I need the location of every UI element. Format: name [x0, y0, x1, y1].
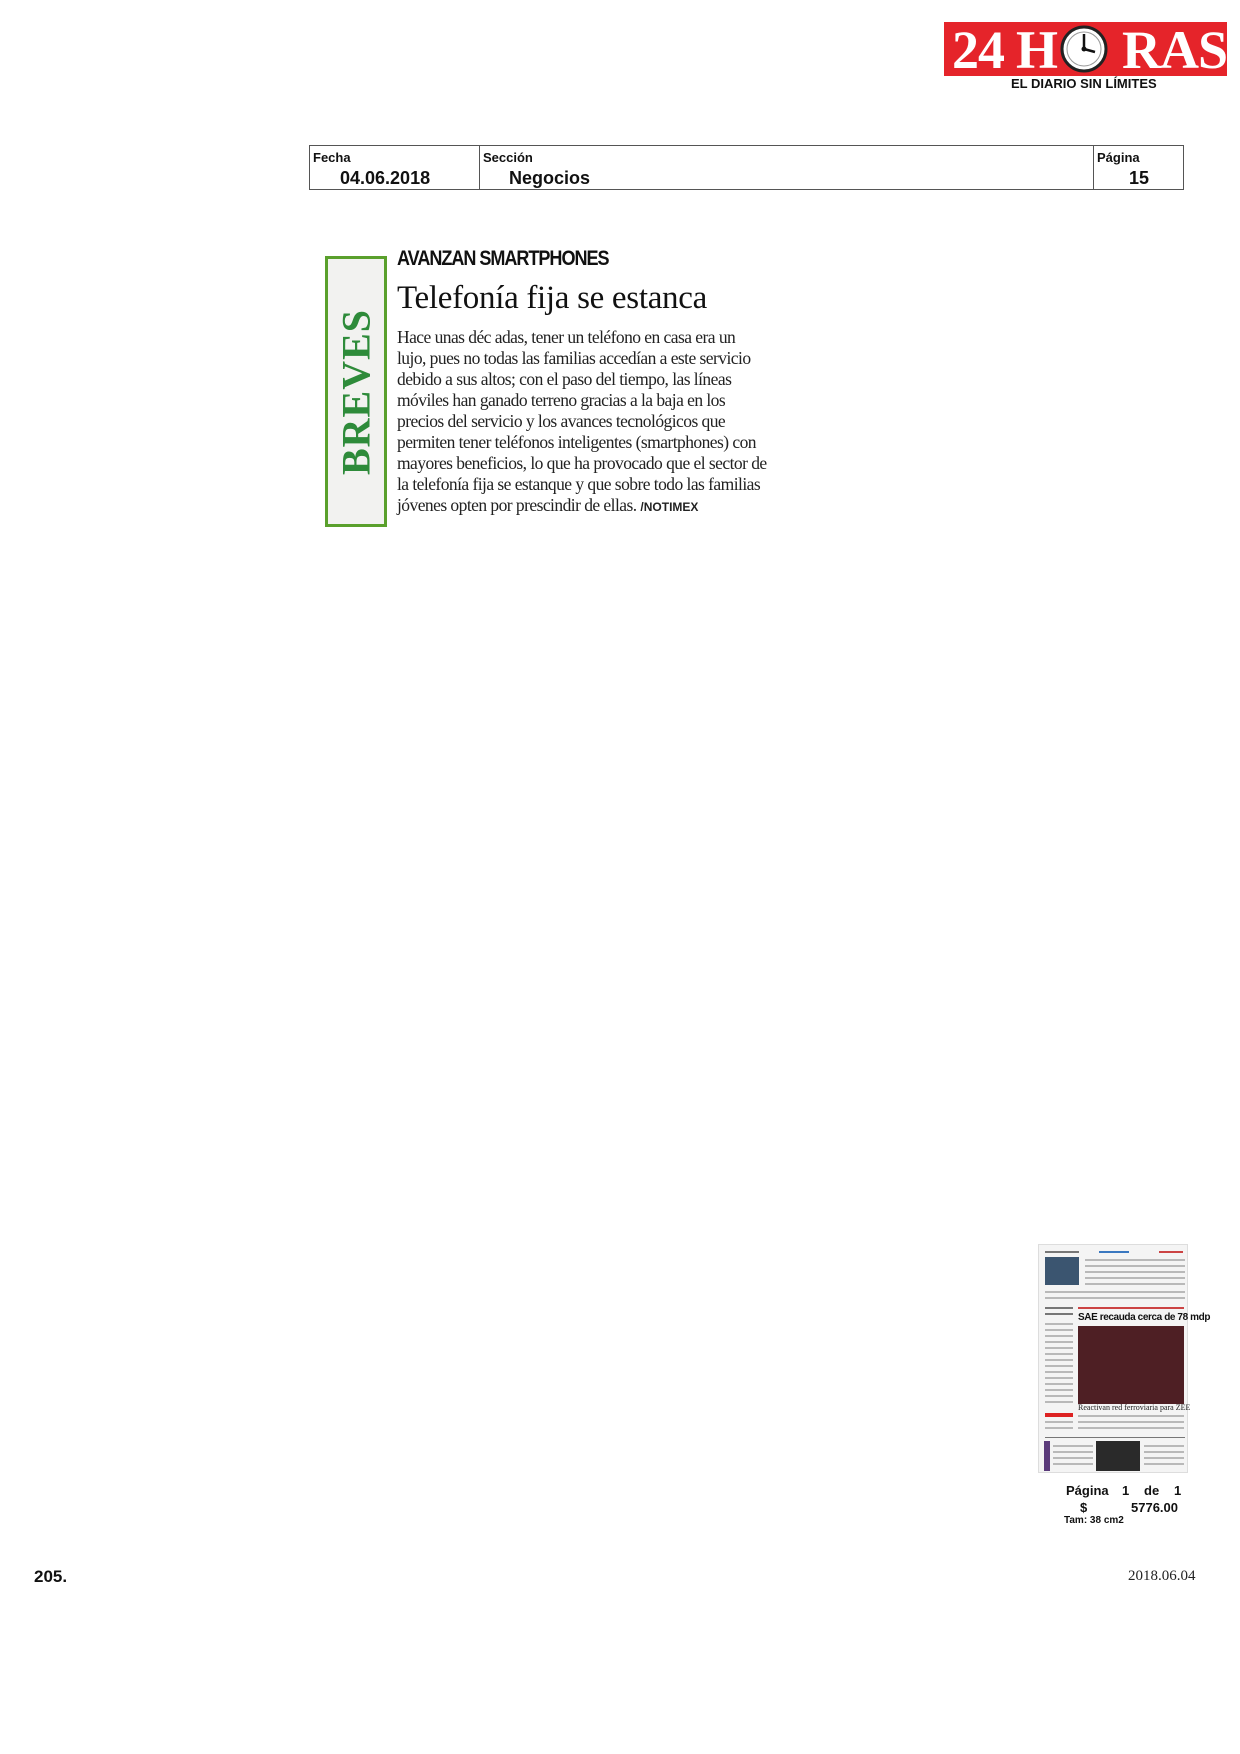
thumb-text-line [1045, 1377, 1073, 1379]
thumb-sidebar-strip [1044, 1441, 1050, 1471]
article-body-last-line [397, 495, 837, 518]
article-credit: /NOTIMEX [640, 500, 699, 514]
pagina-label: Página [1097, 150, 1140, 165]
thumb-text-line [1078, 1307, 1184, 1309]
thumb-subheadline: Reactivan red ferroviaria para ZEE [1078, 1403, 1191, 1412]
thumb-text-line [1045, 1251, 1079, 1253]
thumb-text-line [1053, 1457, 1093, 1459]
thumb-text-line [1045, 1313, 1073, 1315]
logo-letter-h: H [1016, 20, 1058, 80]
thumb-text-line [1045, 1347, 1073, 1349]
article-body-line: móviles han ganado terreno gracias a la baja en los [397, 390, 726, 410]
thumb-text-line [1045, 1371, 1073, 1373]
logo-number: 24 [952, 20, 1004, 80]
page-thumbnail [1038, 1244, 1211, 1473]
newspaper-logo [944, 22, 1232, 92]
clock-icon [1060, 25, 1108, 73]
footer-size: Tam: 38 cm2 [1064, 1515, 1124, 1526]
thumb-text-line [1045, 1359, 1073, 1361]
thumb-text-line [1045, 1353, 1073, 1355]
footer-pagina-label: Página [1066, 1483, 1109, 1498]
article-body-line: mayores beneficios, lo que ha provocado que el sector de [397, 453, 767, 473]
fecha-label: Fecha [313, 150, 351, 165]
breves-label: BREVES [333, 308, 379, 475]
thumb-text-line [1144, 1451, 1184, 1453]
thumb-dark-block [1096, 1441, 1140, 1471]
reference-number: 205. [34, 1567, 68, 1586]
footer-cost-value: 5776.00 [1131, 1500, 1178, 1515]
thumb-text-line [1045, 1437, 1185, 1438]
thumb-text-line [1045, 1297, 1185, 1299]
breves-tag [325, 256, 387, 527]
thumb-headline: SAE recauda cerca de 78 mdp [1078, 1312, 1211, 1323]
seccion-label: Sección [483, 150, 533, 165]
thumb-text-line [1045, 1365, 1073, 1367]
thumb-text-line [1159, 1251, 1183, 1253]
thumb-text-line [1045, 1427, 1073, 1429]
thumb-text-line [1144, 1445, 1184, 1447]
thumb-photo [1045, 1257, 1079, 1285]
thumb-text-line [1045, 1291, 1185, 1293]
article-body-line: precios del servicio y los avances tecnológicos que [397, 411, 726, 431]
article-body-line: jóvenes opten por prescindir de ellas. [397, 495, 637, 515]
thumb-highlight [1045, 1413, 1073, 1417]
footer-cost-symbol: $ [1080, 1500, 1088, 1515]
article-body-line: Hace unas déc adas, tener un teléfono en casa era un [397, 327, 736, 347]
thumb-text-line [1085, 1283, 1185, 1285]
article-body-line: la telefonía fija se estanque y que sobre todo las familias [397, 474, 761, 494]
fecha-cell [310, 146, 480, 189]
article-body-line: lujo, pues no todas las familias accedían a este servicio [397, 348, 751, 368]
thumb-text-line [1045, 1323, 1073, 1325]
thumb-text-line [1144, 1457, 1184, 1459]
article-body-line: permiten tener teléfonos inteligentes (smartphones) con [397, 432, 756, 452]
thumb-text-line [1045, 1395, 1073, 1397]
article-kicker: AVANZAN SMARTPHONES [397, 247, 609, 270]
thumb-text-line [1045, 1335, 1073, 1337]
seccion-cell [480, 146, 1094, 189]
article-body-line: debido a sus altos; con el paso del tiempo, las líneas [397, 369, 732, 389]
article-body [397, 327, 837, 518]
pagina-value: 15 [1129, 168, 1150, 188]
clipping-header-table [309, 145, 1184, 190]
footer-pagina-number: 1 [1122, 1483, 1130, 1498]
thumb-text-line [1099, 1251, 1129, 1253]
logo-letters-ras: RAS [1122, 20, 1228, 80]
thumb-text-line [1085, 1277, 1185, 1279]
fecha-value: 04.06.2018 [340, 168, 431, 188]
thumb-text-line [1045, 1383, 1073, 1385]
thumb-text-line [1045, 1401, 1073, 1403]
seccion-value: Negocios [509, 168, 591, 188]
footer-pagina-total: 1 [1174, 1483, 1182, 1498]
logo-tagline: EL DIARIO SIN LÍMITES [1011, 76, 1157, 91]
pagina-cell [1094, 146, 1183, 189]
thumb-infographic [1078, 1326, 1184, 1404]
thumb-text-line [1078, 1427, 1184, 1429]
thumb-text-line [1045, 1389, 1073, 1391]
thumb-text-line [1053, 1445, 1093, 1447]
thumb-text-line [1078, 1421, 1184, 1423]
thumb-text-line [1045, 1421, 1073, 1423]
footer-de-label: de [1144, 1483, 1160, 1498]
article-headline: Telefonía fija se estanca [397, 280, 707, 316]
thumb-text-line [1144, 1463, 1184, 1465]
logo-red-box [944, 20, 1228, 80]
thumb-text-line [1045, 1329, 1073, 1331]
clipping-date: 2018.06.04 [1128, 1568, 1196, 1584]
thumb-text-line [1053, 1451, 1093, 1453]
thumb-text-line [1045, 1307, 1073, 1309]
thumb-text-line [1078, 1415, 1184, 1417]
thumb-text-line [1053, 1463, 1093, 1465]
thumb-text-line [1085, 1259, 1185, 1261]
thumb-text-line [1085, 1265, 1185, 1267]
thumb-text-line [1085, 1271, 1185, 1273]
thumb-text-line [1045, 1341, 1073, 1343]
